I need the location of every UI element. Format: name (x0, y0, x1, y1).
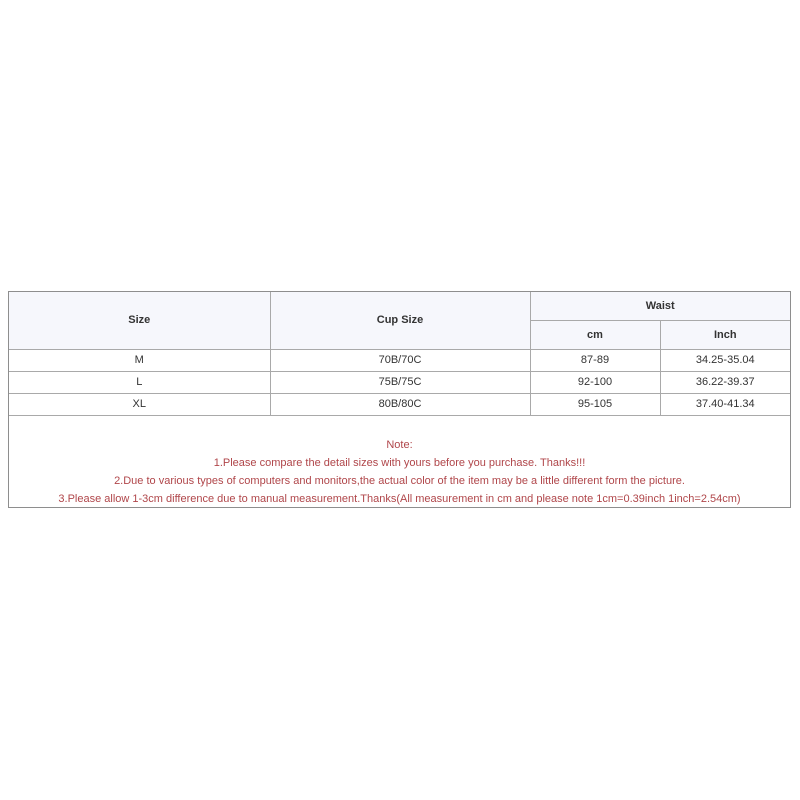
table-row (9, 394, 790, 416)
table-header-row (9, 292, 790, 321)
cell-cm: 95-105 (530, 394, 660, 416)
cell-cup: 80B/80C (270, 394, 530, 416)
header-inch: Inch (660, 321, 790, 350)
header-waist: Waist (530, 292, 790, 321)
header-size: Size (9, 292, 270, 350)
notes-section (9, 436, 790, 508)
cell-cm: 87-89 (530, 350, 660, 372)
cell-cm: 92-100 (530, 372, 660, 394)
size-chart (8, 291, 791, 508)
note-item: 3.Please allow 1-3cm difference due to manual measurement.Thanks(All measurement in cm and please note 1cm=0.39inch 1inch=2.54cm) (58, 493, 741, 505)
header-cm: cm (530, 321, 660, 350)
notes-title: Note: (386, 439, 413, 451)
note-item: 1.Please compare the detail sizes with yours before you purchase. Thanks!!! (213, 457, 586, 469)
cell-size: M (9, 350, 270, 372)
cell-inch: 37.40-41.34 (660, 394, 790, 416)
cell-size: L (9, 372, 270, 394)
cell-size: XL (9, 394, 270, 416)
cell-cup: 70B/70C (270, 350, 530, 372)
table-row (9, 350, 790, 372)
header-cup-size: Cup Size (270, 292, 530, 350)
cell-inch: 34.25-35.04 (660, 350, 790, 372)
table-row (9, 372, 790, 394)
size-table (9, 292, 790, 416)
cell-cup: 75B/75C (270, 372, 530, 394)
cell-inch: 36.22-39.37 (660, 372, 790, 394)
note-item: 2.Due to various types of computers and monitors,the actual color of the item may be a little different form the picture. (114, 475, 685, 487)
